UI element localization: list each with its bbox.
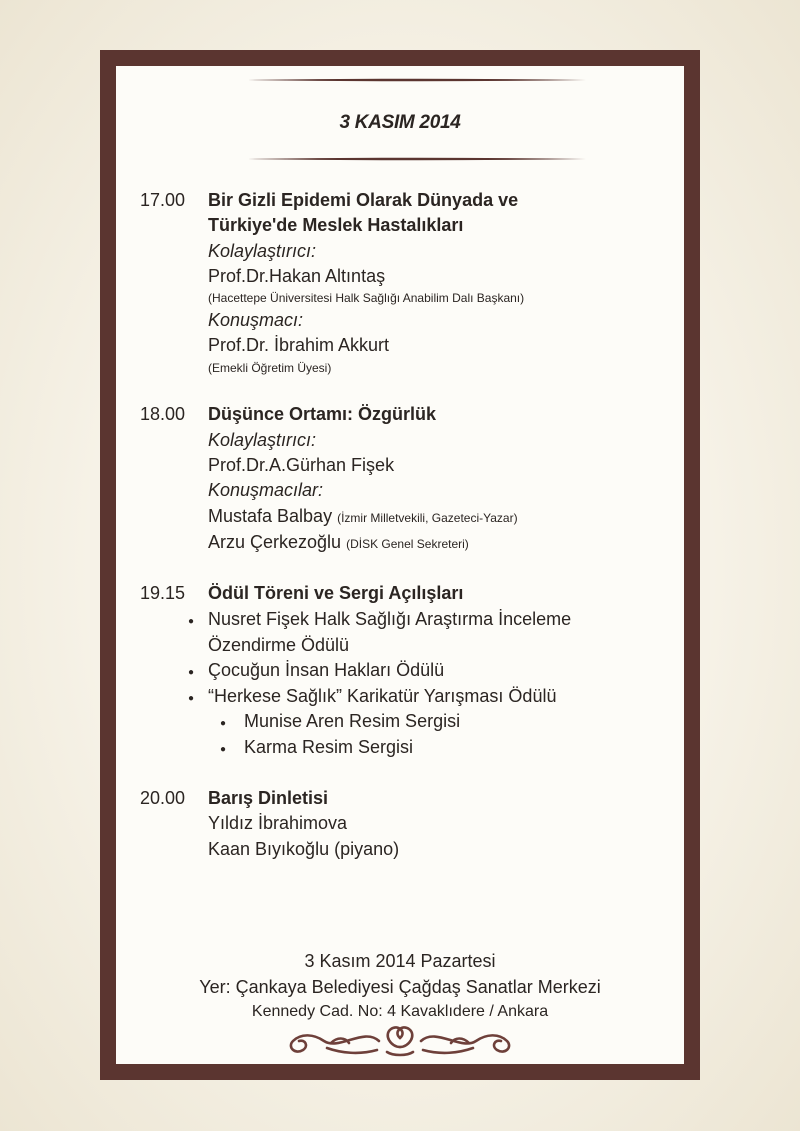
event-address: Kennedy Cad. No: 4 Kavaklıdere / Ankara — [251, 1003, 549, 1020]
event-day: 3 Kasım 2014 Pazartesi — [304, 951, 496, 971]
bullet-icon: ● — [220, 718, 227, 729]
speaker-name: Arzu Çerkezoğlu — [208, 532, 342, 552]
session-title: Barış Dinletisi — [208, 788, 329, 808]
person-name: Prof.Dr.A.Gürhan Fişek — [208, 455, 395, 475]
award-item: Nusret Fişek Halk Sağlığı Araştırma İnceleme — [208, 609, 572, 629]
program-frame — [100, 50, 700, 1080]
bullet-icon: ● — [188, 667, 195, 678]
bullet-icon: ● — [220, 744, 227, 755]
award-item: Çocuğun İnsan Hakları Ödülü — [208, 660, 445, 680]
flourish-ornament-icon — [279, 1021, 521, 1059]
performer-name: Kaan Bıyıkoğlu (piyano) — [208, 839, 400, 859]
top-divider — [248, 78, 586, 81]
program-date-title: 3 KASIM 2014 — [339, 112, 461, 133]
person-affiliation: (Hacettepe Üniversitesi Halk Sağlığı Anabilim Dalı Başkanı) — [208, 291, 525, 305]
speaker-affiliation: (DİSK Genel Sekreteri) — [346, 537, 469, 551]
session-title: Düşünce Ortamı: Özgürlük — [208, 404, 437, 424]
role-label: Konuşmacılar: — [208, 480, 324, 500]
session-time: 17.00 — [140, 190, 186, 210]
speaker-name: Mustafa Balbay — [208, 506, 333, 526]
person-name: Prof.Dr. İbrahim Akkurt — [208, 335, 390, 355]
award-item-cont: Özendirme Ödülü — [208, 635, 350, 655]
role-label: Kolaylaştırıcı: — [208, 430, 317, 450]
exhibition-item: Munise Aren Resim Sergisi — [244, 711, 461, 731]
speaker-affiliation: (İzmir Milletvekili, Gazeteci-Yazar) — [337, 511, 518, 525]
performer-name: Yıldız İbrahimova — [208, 813, 348, 833]
role-label: Kolaylaştırıcı: — [208, 241, 317, 261]
person-affiliation: (Emekli Öğretim Üyesi) — [208, 361, 332, 375]
award-item: “Herkese Sağlık” Karikatür Yarışması Ödülü — [208, 686, 557, 706]
exhibition-item: Karma Resim Sergisi — [244, 737, 414, 757]
bottom-divider — [248, 157, 586, 160]
session-title: Ödül Töreni ve Sergi Açılışları — [208, 583, 464, 603]
session-time: 20.00 — [140, 788, 186, 808]
speaker-entry — [208, 506, 518, 527]
session-title-cont: Türkiye'de Meslek Hastalıkları — [208, 215, 464, 235]
speaker-entry — [208, 532, 469, 553]
bullet-icon: ● — [188, 693, 195, 704]
role-label: Konuşmacı: — [208, 310, 304, 330]
session-time: 18.00 — [140, 404, 186, 424]
person-name: Prof.Dr.Hakan Altıntaş — [208, 266, 386, 286]
session-title: Bir Gizli Epidemi Olarak Dünyada ve — [208, 190, 519, 210]
event-venue: Yer: Çankaya Belediyesi Çağdaş Sanatlar Merkezi — [199, 977, 601, 997]
session-time: 19.15 — [140, 583, 186, 603]
bullet-icon: ● — [188, 616, 195, 627]
